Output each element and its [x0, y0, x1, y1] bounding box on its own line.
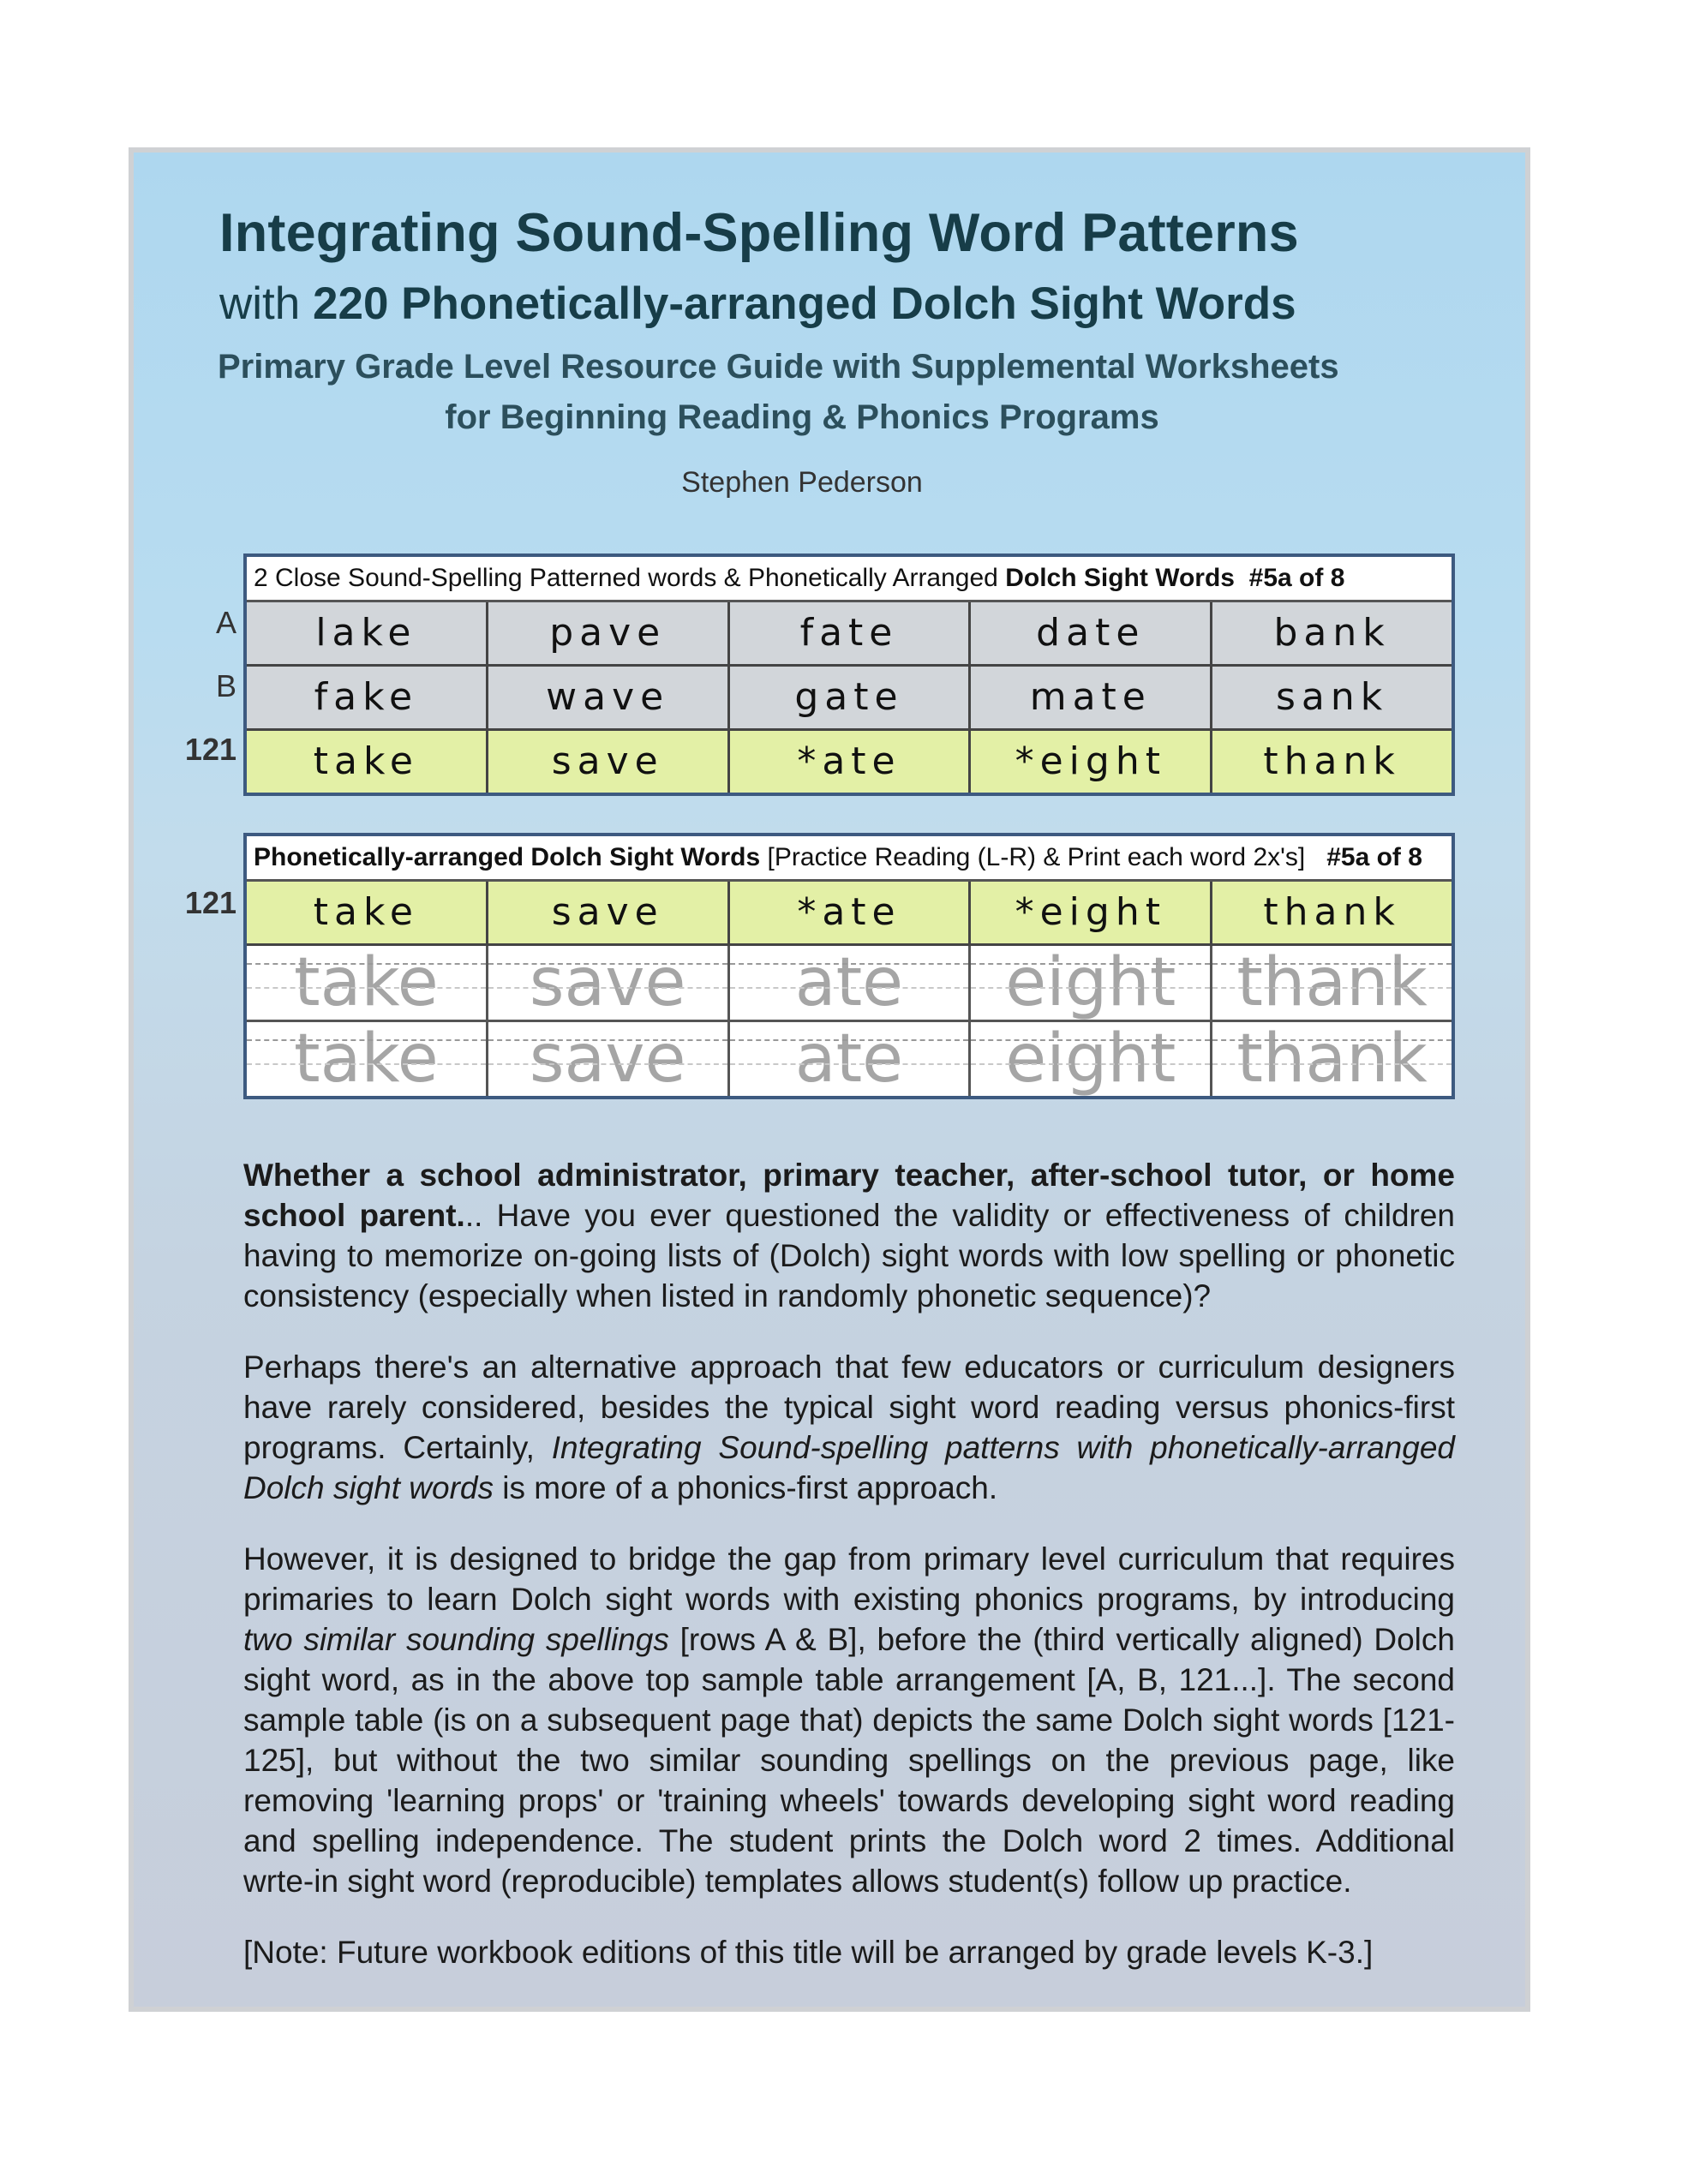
- word-cell: date: [971, 602, 1212, 664]
- subtitle-line-3: Primary Grade Level Resource Guide with Supplemental Worksheets: [218, 348, 1339, 386]
- trace-word-cell: eight: [971, 1022, 1212, 1096]
- paragraph-3-a: However, it is designed to bridge the gap from primary level curriculum that requires primaries to learn Dolch sight words with existing phonics programs, by introducing: [243, 1541, 1455, 1617]
- trace-word-cell: save: [488, 1022, 730, 1096]
- trace-word-cell: thank: [1212, 946, 1452, 1020]
- table-row-a: [247, 602, 1452, 667]
- trace-word-cell: thank: [1212, 1022, 1452, 1096]
- trace-word-cell: eight: [971, 946, 1212, 1020]
- table-1-heading-bold: Dolch Sight Words: [1005, 564, 1235, 592]
- table-1-heading-tag: #5a of 8: [1248, 564, 1345, 592]
- sample-table-1: [243, 553, 1455, 796]
- dolch-word-cell: *eight: [971, 882, 1212, 943]
- paragraph-2: [243, 1347, 1455, 1508]
- word-cell: bank: [1273, 611, 1391, 655]
- table-row-121: [247, 731, 1452, 793]
- paragraph-3-italic: two similar sounding spellings: [243, 1622, 669, 1657]
- dolch-word-cell: take: [247, 731, 488, 793]
- table-2-heading-tag: #5a of 8: [1326, 843, 1422, 871]
- dolch-word-cell: *ate: [730, 882, 972, 943]
- word-cell: lake: [247, 602, 488, 664]
- table-1-heading: [247, 557, 1452, 602]
- trace-word-cell: save: [488, 946, 730, 1020]
- trace-word-cell: ate: [730, 946, 972, 1020]
- word-cell: wave: [488, 667, 730, 728]
- table-row-b: [247, 667, 1452, 731]
- row-label-121: 121: [184, 885, 236, 920]
- table-2-heading: [247, 836, 1452, 882]
- trace-word-cell: take: [247, 946, 488, 1020]
- paragraph-4-note: [Note: Future workbook editions of this title will be arranged by grade levels K-3.]: [243, 1935, 1374, 1970]
- dolch-word-cell: save: [488, 882, 730, 943]
- dolch-word-cell: *ate: [730, 731, 972, 793]
- row-label-b: B: [215, 668, 236, 703]
- author-name: Stephen Pederson: [681, 466, 923, 499]
- description-text: [243, 1155, 1455, 2003]
- paragraph-2-b: is more of a phonics-first approach.: [494, 1470, 998, 1505]
- book-subtitle: [219, 278, 1470, 330]
- word-cell: gate: [730, 667, 972, 728]
- dolch-word-cell: thank: [1263, 890, 1401, 934]
- paragraph-1-rest: .. Have you ever questioned the validity or effectiveness of children having to memorize on-going lists of (Dolch) sight words with low spelling or phonetic consistency (especially when listed in randomly phonetic sequence)?: [243, 1198, 1455, 1313]
- sample-table-2: [243, 833, 1455, 1099]
- trace-row-2: [247, 1022, 1452, 1096]
- dolch-word-cell: *eight: [971, 731, 1212, 793]
- word-cell: pave: [488, 602, 730, 664]
- paragraph-2-a: Perhaps there's an alternative approach that few educators or curriculum designers have rarely considered, besides the typical sight word reading versus phonics-first programs. Certainly,: [243, 1349, 1455, 1465]
- row-label-121: 121: [184, 732, 236, 767]
- word-cell: fate: [730, 602, 972, 664]
- table-1-heading-text: 2 Close Sound-Spelling Patterned words & Phonetically Arranged: [254, 564, 998, 592]
- table-2-heading-text: [Practice Reading (L-R) & Print each word 2x's]: [767, 843, 1306, 871]
- subtitle-prefix: with: [219, 278, 301, 329]
- dolch-word-cell: take: [247, 882, 488, 943]
- trace-row-1: [247, 946, 1452, 1022]
- word-cell: mate: [971, 667, 1212, 728]
- paragraph-1-bold: Whether a school administrator, primary teacher, after-school tutor, or home school parent.: [243, 1158, 1455, 1233]
- word-cell: fake: [247, 667, 488, 728]
- trace-word-cell: take: [247, 1022, 488, 1096]
- book-title: Integrating Sound-Spelling Word Patterns: [219, 203, 1299, 263]
- row-label-a: A: [215, 605, 236, 640]
- word-cell: sank: [1275, 675, 1389, 719]
- paragraph-3: [243, 1539, 1455, 1901]
- table-row-121: [247, 882, 1452, 946]
- paragraph-1: [243, 1155, 1455, 1316]
- paragraph-3-b: [rows A & B], before the (third vertically aligned) Dolch sight word, as in the above top sample table arrangement [A, B, 121...]. The second sample table (is on a subsequent page that) depicts the same Dolch sight words [121-125], but without the two similar sounding spellings on the previous page, like removing 'learning props' or 'training wheels' towards developing sight word reading and spelling independence. The student prints the Dolch word 2 times. Additional wrte-in sight word (reproducible) templates allows student(s) follow up practice.: [243, 1622, 1455, 1899]
- dolch-word-cell: save: [488, 731, 730, 793]
- trace-word-cell: ate: [730, 1022, 972, 1096]
- dolch-word-cell: thank: [1263, 739, 1401, 783]
- subtitle-line-4: for Beginning Reading & Phonics Programs: [445, 398, 1159, 436]
- book-cover: [129, 147, 1530, 2012]
- table-2-heading-bold: Phonetically-arranged Dolch Sight Words: [254, 843, 761, 871]
- paragraph-2-italic: Integrating Sound-spelling patterns with phonetically-arranged Dolch sight words: [243, 1430, 1455, 1505]
- subtitle-bold: 220 Phonetically-arranged Dolch Sight Words: [313, 278, 1296, 329]
